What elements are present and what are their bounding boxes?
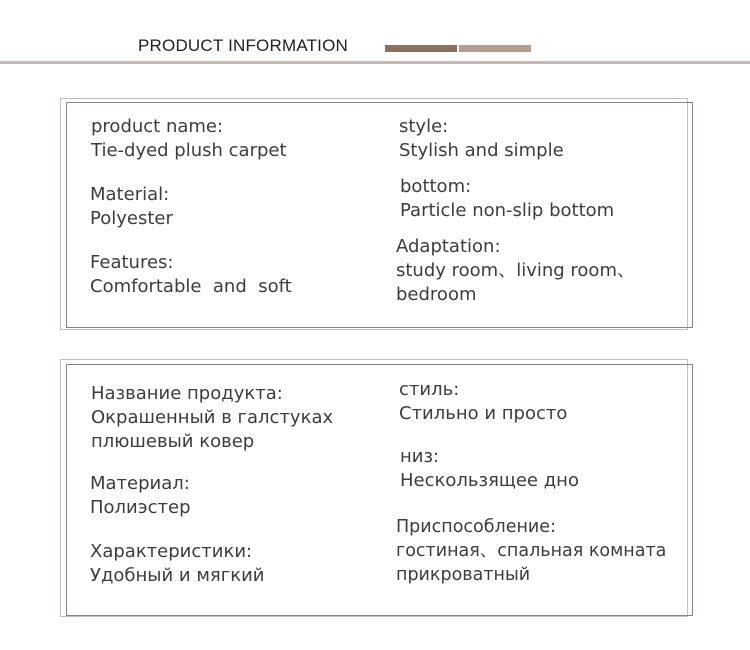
field-label: Характеристики: — [90, 541, 253, 562]
field-features — [90, 251, 292, 299]
field-adaptation — [396, 235, 635, 307]
field-value: bedroom — [396, 284, 477, 305]
field-features — [90, 540, 264, 588]
field-value: Нескользящее дно — [400, 470, 579, 491]
field-value: Tie-dyed plush carpet — [91, 140, 287, 161]
field-label: Adaptation: — [396, 236, 501, 257]
field-value: Стильно и просто — [399, 403, 568, 424]
page-title: PRODUCT INFORMATION — [138, 36, 348, 55]
field-value: Stylish and simple — [399, 140, 564, 161]
field-label: Material: — [90, 184, 170, 205]
field-value: Окрашенный в галстуках — [91, 407, 334, 428]
field-style — [399, 378, 567, 426]
field-label: низ: — [400, 446, 440, 467]
field-value: study room、living room、 — [396, 260, 635, 281]
field-label: product name: — [91, 116, 224, 137]
decorative-bar-dark — [385, 45, 457, 52]
field-value: плюшевый ковер — [91, 431, 255, 452]
field-material — [90, 472, 191, 520]
field-product-name — [91, 115, 287, 163]
header-divider — [0, 61, 750, 64]
decorative-bar-light — [459, 45, 531, 52]
field-value: Полиэстер — [90, 497, 191, 518]
field-label: style: — [399, 116, 449, 137]
field-value: гостиная、спальная комната — [396, 541, 667, 561]
field-value: Polyester — [90, 208, 173, 229]
field-label: стиль: — [399, 379, 460, 400]
field-label: Материал: — [90, 473, 190, 494]
field-material — [90, 183, 173, 231]
field-bottom — [400, 445, 579, 493]
field-label: Название продукта: — [91, 383, 283, 404]
field-bottom — [400, 175, 614, 223]
field-value: Удобный и мягкий — [90, 565, 265, 586]
field-value: прикроватный — [396, 565, 531, 585]
field-value: Comfortable and soft — [90, 276, 292, 297]
field-label: Features: — [90, 252, 174, 273]
field-style — [399, 115, 564, 163]
field-label: bottom: — [400, 176, 472, 197]
field-label: Приспособление: — [396, 517, 556, 537]
field-adaptation — [396, 515, 666, 587]
field-value: Particle non-slip bottom — [400, 200, 615, 221]
field-product-name — [91, 382, 333, 454]
